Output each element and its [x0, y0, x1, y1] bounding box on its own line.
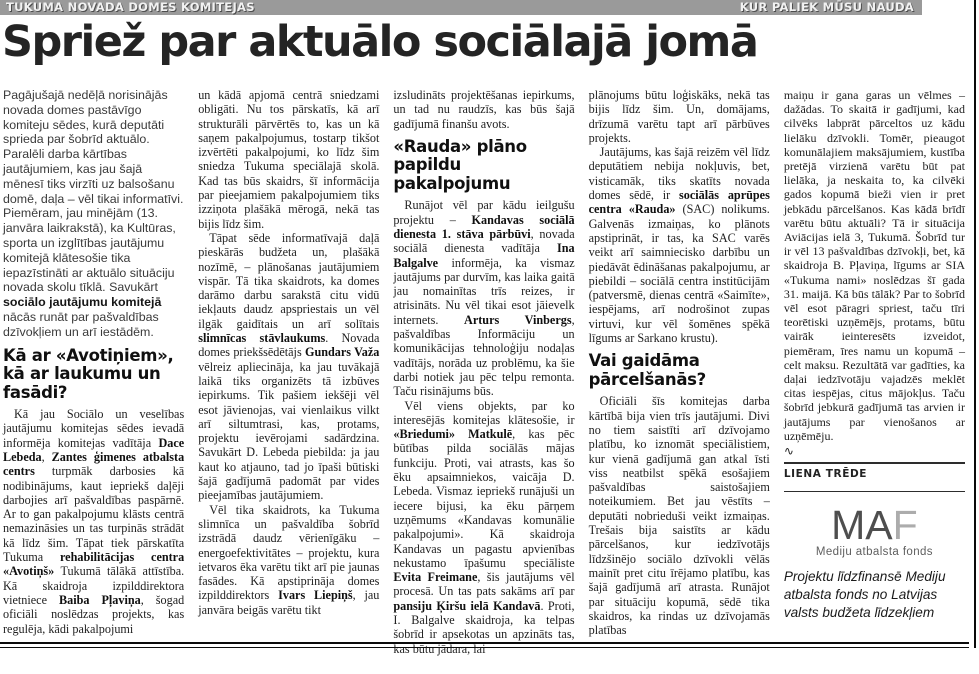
text-run: , kas pēc būtības pilda sociālās mājas funkciju. Proti, vai atrasts, kas šo ēku apsaimniekos, vaicāja D. Lebeda. Vismaz iepriekš runājuši un iecere bijusi, ka ēku pārņem uzņēmums «Kandavas komunālie pakalpojumi». Kā skaidroja Kandavas un pagastu apvienības nekustamo īpašumu speciāliste — [393, 427, 575, 570]
article-column-1 — [3, 88, 184, 656]
bold-name: slimnīcas stāvlaukums — [198, 331, 326, 346]
section-kicker-bar — [0, 0, 922, 15]
text-run: nācās runāt par pašvaldības dzīvokļiem un arī iestādēm. — [3, 309, 159, 339]
maf-logo — [784, 502, 965, 559]
text-run: , šogad oficiāli noslēdzas projekts, kas regulēja, kādi pakalpojumi — [3, 592, 185, 636]
crosshead: Kā ar «Avotiņiem», kā ar laukumu un fasādi? — [3, 345, 174, 402]
bold-name: Arturs Vinbergs — [464, 312, 572, 327]
right-page-rule — [974, 0, 976, 648]
paragraph — [784, 88, 965, 443]
end-of-article-squiggle-icon: ∿ — [783, 444, 794, 459]
text-run: , pašvaldības Informāciju un komunikācijas tehnoloģiju nodaļas vadītājs, norāda uz problēmu, ka šie darbi notiek jau pēc telpu remonta. Taču risinājums būs. — [393, 312, 575, 399]
crosshead: Vai gaidāma pārcelšanās? — [588, 351, 706, 389]
bold-name: Dace Lebeda — [3, 435, 185, 464]
bold-name: Kandavas sociālā dienesta 1. stāva pārbūvi — [393, 212, 575, 241]
text-run: . Novada domes priekšsēdētājs — [198, 331, 380, 360]
text-run: . Proti, I. Balgalve skaidroja, ka telpas šobrīd ir apsekotas un apzināts tas, kas būtu jādara, lai — [393, 598, 575, 656]
bold-name: Evita Freimane — [393, 570, 478, 585]
maf-logo-wordmark — [784, 502, 965, 549]
kicker-right: KUR PALIEK MŪSU NAUDA — [739, 0, 914, 14]
bold-name: Zantes ģimenes atbalsta centrs — [3, 449, 185, 479]
article-column-4 — [589, 88, 770, 656]
maf-letters-dark: MA — [831, 502, 893, 549]
article-headline: Spriež par aktuālo sociālajā jomā — [2, 17, 758, 67]
text-run: plānojums būtu loģiskāks, nekā tas bijis līdz šim. Un, domājams, drīzumā varētu tapt arī pārbūves projekts. — [588, 88, 770, 145]
text-run: , šis jautājums vēl procesā. Un tas pats sakāms arī par — [393, 570, 575, 599]
paragraph — [198, 231, 379, 503]
bold-name: Ina Balgalve — [393, 241, 575, 270]
text-run: , jau janvāra beigās varētu tikt — [198, 588, 380, 617]
byline: LIENA TRĒDE — [784, 462, 965, 492]
bold-name: sociālo jautājumu komitejā — [3, 295, 162, 310]
paragraph — [3, 407, 184, 636]
text-run: izsludināts projektēšanas iepirkums, un tad nu raudzīs, kas būs šajā gadījumā finanšu avots. — [393, 88, 575, 131]
text-run: maiņu ir gana garas un vēlmes – dažādas. To skaitā ir gadījumi, kad cilvēks labprāt pārceltos uz kādu lielāku dzīvokli. Tomēr, pieaugot komunālajiem maksājumiem, kustība pretējā virzienā varētu būt pat lielāka, ja neskaita to, ka cilvēki gados kopumā bieži vien ir pret jebkādu pārcelšanos. Kas kādā brīdī varētu būtu aktuāli? Tā ir situācija Aviācijas ielā 3, Tukumā. Šobrīd tur ir vēl 13 pašvaldības dzīvokļi, bet, kā skaidroja B. Pļaviņa, līgums ar SIA «Tukuma nami» noslēdzas šī gada 31. maijā. Kā būs tālāk? Par to šobrīd vēl esot pāragri spriest, taču tīri teorētiski uzņēmējs, protams, būtu vairāk ieinteresēts izveidot, piemēram, īres namu un kopumā – celt maksu. Rezultātā var gadīties, ka daļai iedzīvotāju vajadzēs meklēt citas iespējas, citus mājokļus. Taču šobrīd jebkurā gadījumā tas arvien ir jautājums par vienošanos ar uzņēmēju. — [783, 88, 966, 443]
paragraph — [589, 145, 770, 345]
text-run: Kā jau Sociālo un veselības jautājumu komitejas sēdes ievadā informēja komitejas vadītāja — [3, 407, 185, 450]
text-run: Tāpat sēde informatīvajā daļā pieskārās budžeta un, plašākā nozīmē, – plānošanas jautājumiem vispār. Tā tika skaidrots, ka domes darāmo darbu sarakstā citu vidū iekļauts daudz apspriestais un vēl ilgāk gaidītais un arī solītais — [198, 230, 380, 331]
crosshead: «Rauda» plāno papildu pakalpojumu — [393, 136, 527, 193]
text-run: Tukumā tālākā attīstība. Kā skaidroja izpilddirektora vietniece — [3, 564, 185, 607]
article-body — [3, 88, 965, 656]
paragraph — [589, 394, 770, 637]
bold-name: Baiba Pļaviņa — [58, 592, 141, 607]
bold-name: sociālās aprūpes centra «Rauda» — [588, 188, 770, 217]
text-run: , novada sociālā dienesta vadītāja — [393, 226, 575, 256]
paragraph — [393, 399, 574, 656]
paragraph — [198, 88, 379, 231]
bold-name: pansiju Ķiršu ielā Kandavā — [393, 598, 541, 613]
funding-credit: Projektu līdzfinansē Mediju atbalsta fonds no Latvijas valsts budžeta līdzekļiem — [783, 569, 946, 621]
text-run: informēja, ka vismaz jautājums par durvīm, kas laika gaitā jau nomainītas trīs reizes, ir atrisināts. Nu vēl tikai esot jāievelk internets. — [393, 255, 575, 327]
text-run: Oficiāli šīs komitejas darba kārtībā bija vien trīs jautājumi. Divi no tiem saistīti arī dzīvojamo platību, ko iznomāt speciālistiem, kur vienā gadījumā gan atkal īsti viss neatbilst spēkā esošajiem pašvaldības saistošajiem noteikumiem. Bet jau vēstīts – deputāti nobrieduši veikt izmaiņas. Trešais bija saistīts ar kādu pārcelšanos, kur iedzīvotājs līdzšinējo sociālo dzīvokli vēlās mainīt pret citu īrējamo platību, kas šajā gadījumā arī atrasta. Runājot par situāciju kopumā, sēdē tika skaidros, ka rindas uz dzīvojamās platības — [588, 394, 770, 638]
bottom-double-rule — [0, 642, 969, 648]
lead-paragraph — [3, 88, 184, 340]
kicker-left: TUKUMA NOVADA DOMES KOMITEJAS — [6, 0, 255, 14]
paragraph — [393, 198, 574, 398]
article-column-3 — [393, 88, 574, 656]
text-run: Vēl tika skaidrots, ka Tukuma slimnīca un pašvaldība šobrīd izstrādā daudz vērienīgāku – energoefektivitātes – projektu, kura ietvaros ēka varētu tikt arī pie jaunas fasādes. Kā apstiprināja domes izpilddirektors — [198, 502, 380, 603]
text-run: turpmāk darbosies kā nodibinājums, kaut iepriekš daļēji darbojies arī pašvaldības paspārnē. Ar to gan pakalpojumu klāsts centrā nemazināsies un tas turpinās strādāt kā līdz šim. Tāpat tiek pārskatīta Tukuma — [3, 464, 185, 565]
bold-name: «Briedumi» Matkulē — [393, 427, 513, 442]
text-run: Pagājušajā nedēļā norisinājās novada domes pastāvīgo komiteju sēdes, kurā deputāti sprieda par šobrīd aktuālo. Paralēli darba kārtības jautājumiem, kas jau šajā mēnesī tiks virzīti uz balsošanu domē, daļa – vēl tikai informatīvi. Piemēram, jau minējām (13. janvāra laikrakstā), ka Kultūras, sporta un izglītības jautājumu komitejā klātesošie tika iepazīstināti ar aktuālo situāciju novada skolu tīklā. Savukārt — [3, 88, 184, 295]
bold-name: Ivars Liepiņš — [278, 588, 353, 603]
text-run: vēlreiz apliecināja, ka jau tuvākajā laikā tiks organizēts tā izbūves iepirkums. Tik pašiem iekšēji vēl esot jāvienojas, vai vienlaikus vilkt arī siltumtrasi, kas, protams, projektu ievērojami sadārdzina. Savukārt D. Lebeda piebilda: ja jau kaut ko atjauno, tad jo īpaši būtiski šajā gadījumā padomāt par vides pieejamības jautājumiem. — [198, 359, 380, 503]
maf-letter-light: F — [892, 502, 918, 549]
text-run: Runājot vēl par kādu ieilgušu projektu – — [393, 198, 575, 227]
paragraph — [198, 503, 379, 617]
text-run: Jautājums, kas šajā reizēm vēl līdz deputātiem nebija nokļuvis, bet, visticamāk, tiks skatīts novada domes sēdē, ir — [588, 145, 770, 203]
paragraph — [393, 88, 574, 131]
text-run: (SAC) nolikums. Galvenās izmaiņas, ko plānots apstiprināt, ir tas, ka SAC varēs veikt arī saimniecisko darbību un piedāvāt ēdināšanas pakalpojumu, ar piebildi – sociālā centra institūcijām (patversmē, dienas centrā «Saimīte», iespējams, arī nodrošinot zupas virtuvi, kur vēl šomēnes spēkā līgums ar Sarkano krustu). — [588, 202, 770, 346]
text-run: , — [41, 449, 52, 464]
article-column-5 — [784, 88, 965, 656]
paragraph — [589, 88, 770, 145]
maf-logo-caption: Mediju atbalsta fonds — [815, 546, 933, 559]
bold-name: Gundars Važa — [304, 345, 380, 360]
text-run: Vēl viens objekts, par ko interesējās komitejas klātesošie, ir — [393, 398, 575, 427]
text-run: un kādā apjomā centrā sniedzami obligāti. Nu tos pārskatīs, kā arī strukturāli pārvērtēs to, kas un kā saņem pakalpojumus, tostarp tikšot izvērtēti pakalpojumi, ko līdz šim sniedza Tukuma speciālajā skolā. Kad tas būs skaidrs, šī informācija par pieejamiem pakalpojumiem tiks izziņota plašākā mērogā, nekā tas bijis līdz šim. — [198, 88, 380, 231]
article-column-2 — [198, 88, 379, 656]
bold-name: rehabilitācijas centra «Avotiņš» — [3, 550, 185, 579]
